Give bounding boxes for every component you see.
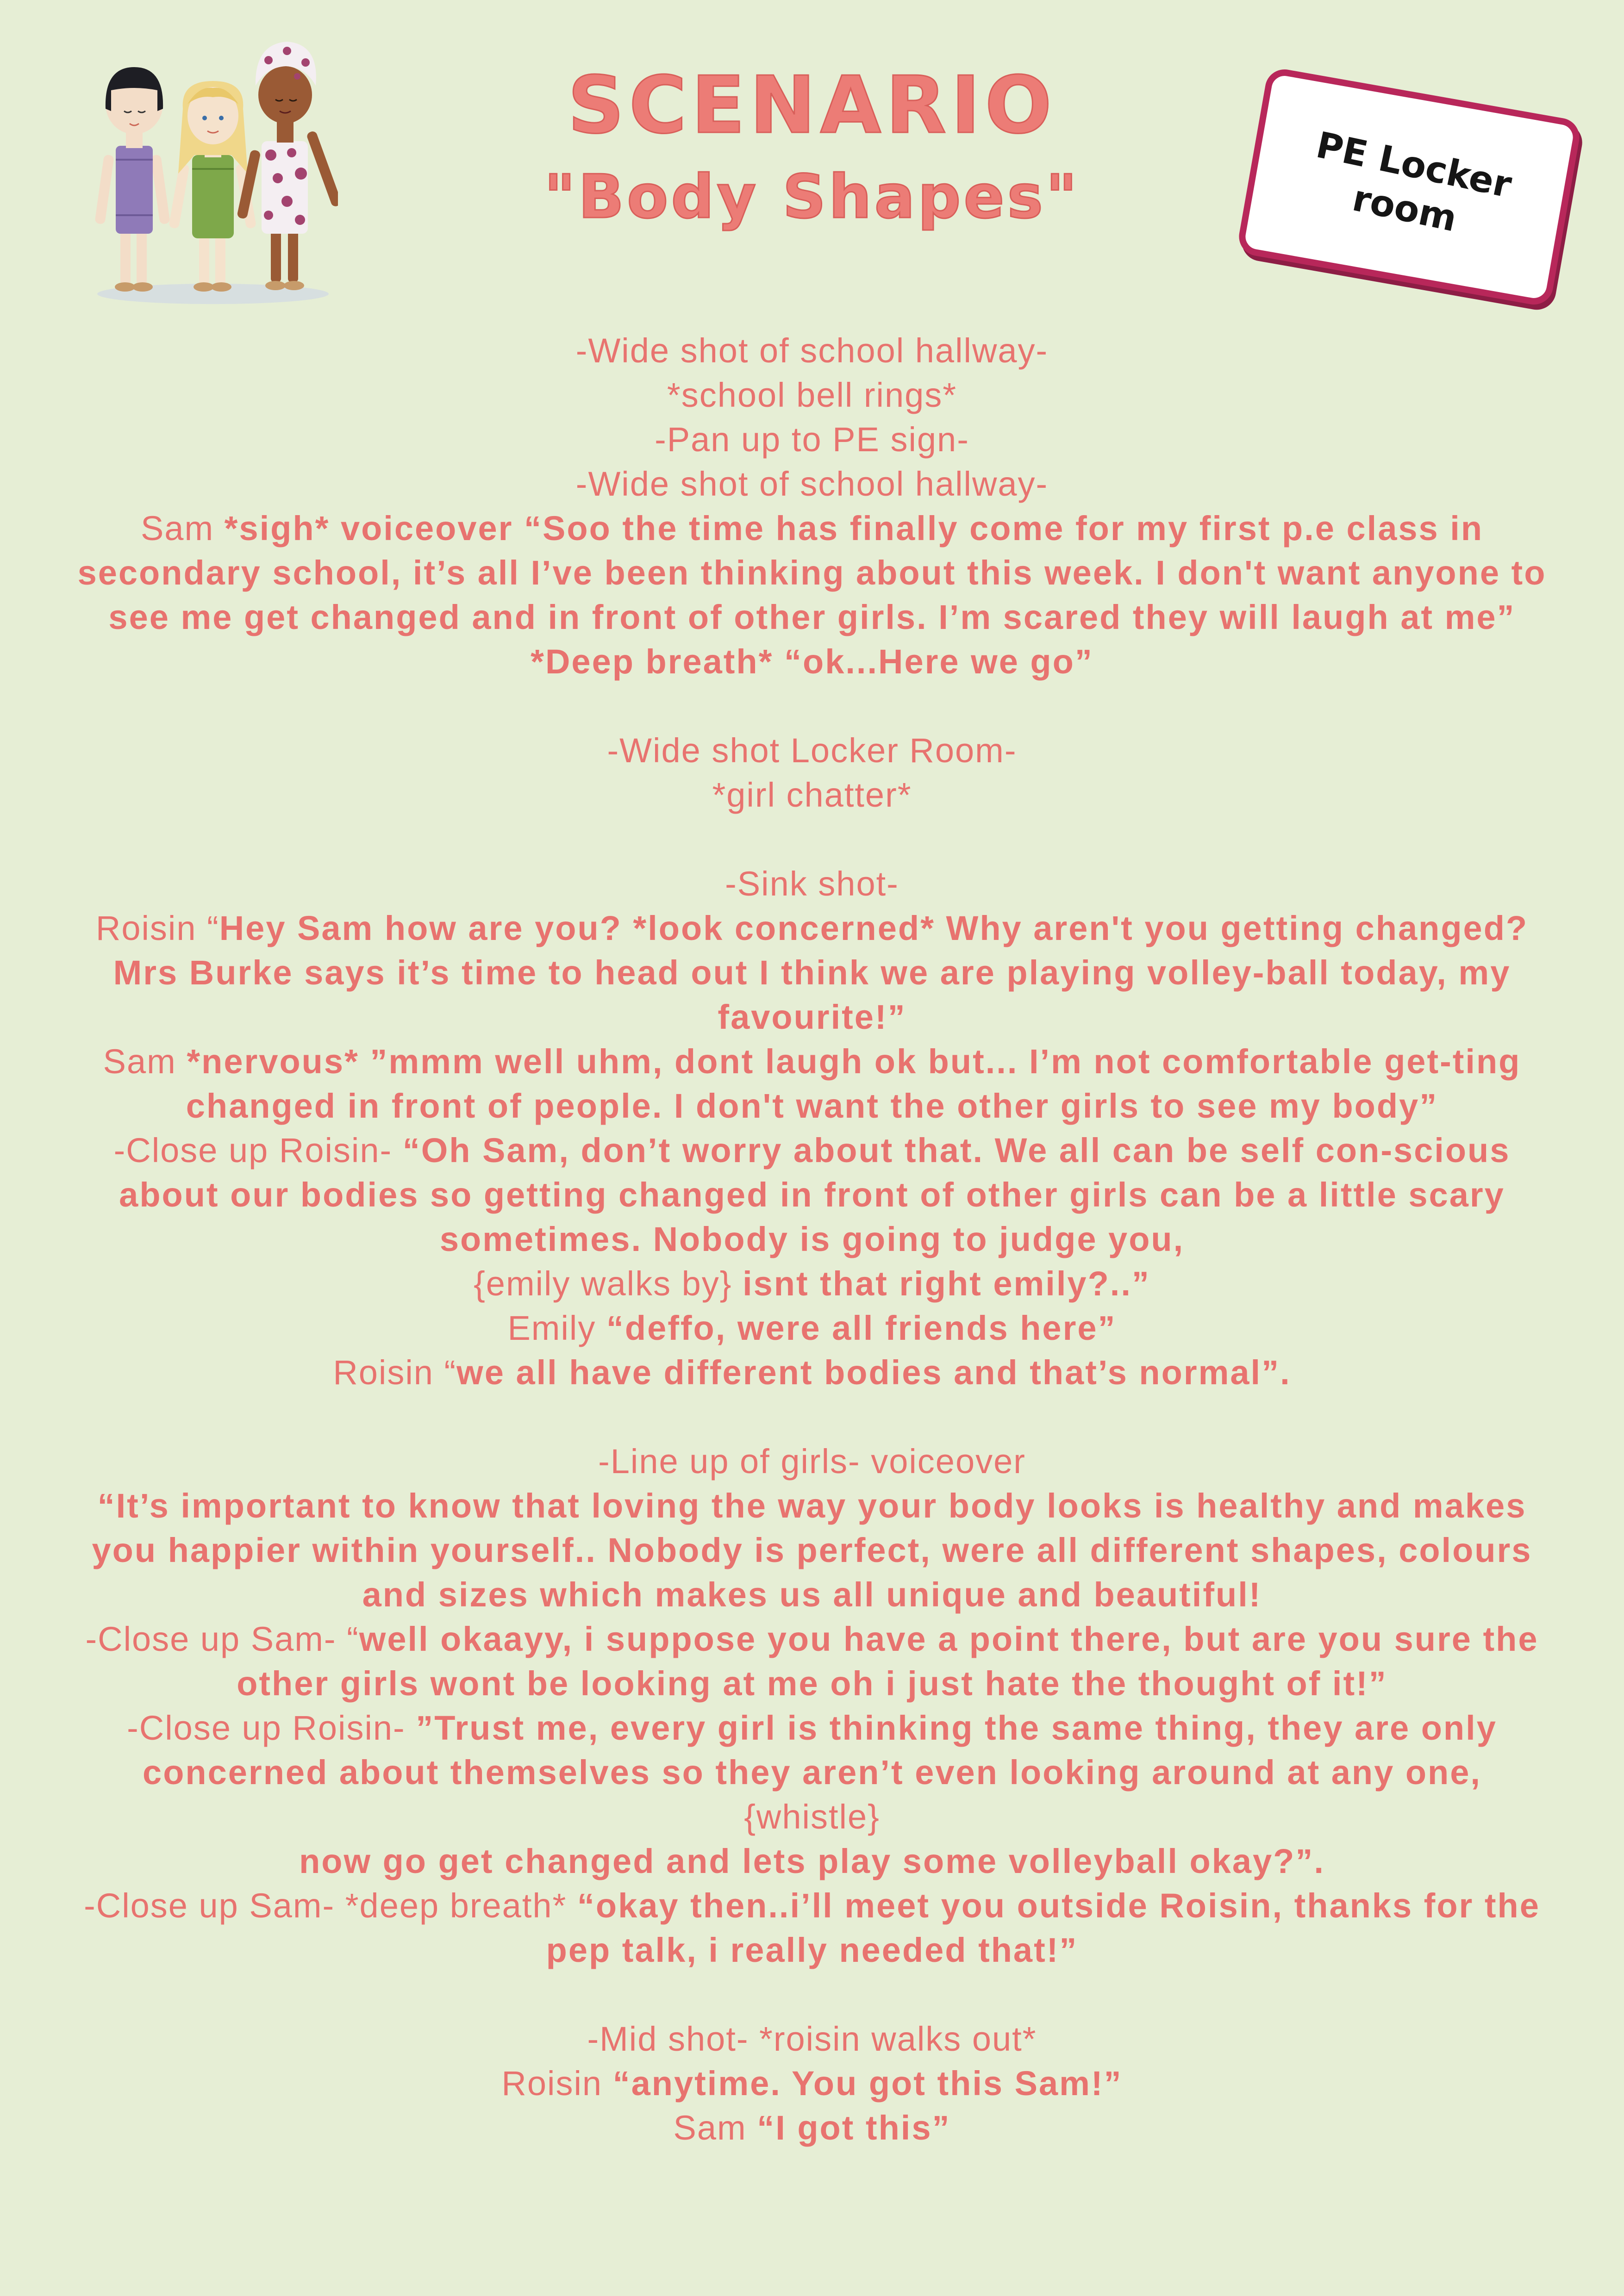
script-line: *school bell rings* [667,376,957,414]
dialogue: “It’s important to know that loving the way your body looks is healthy and makes you happier within yourself.. Nobody is perfect, were all different shapes, colours and sizes which makes us all unique and beautiful! [92,1487,1532,1614]
speaker: Sam [673,2109,757,2147]
dialogue: ”Trust me, every girl is thinking the same thing, they are only concerned about themselves so they aren’t even looking around at any one, [143,1709,1497,1792]
direction: {whistle} [744,1798,880,1836]
script-line [69,1306,1555,1350]
script-line [69,1706,1555,1839]
script-line: -Sink shot- [725,865,899,903]
dialogue: “anytime. You got this Sam!” [612,2064,1123,2103]
script-line: *girl chatter* [712,776,912,814]
script-line: -Wide shot Locker Room- [607,731,1017,770]
script-line [69,506,1555,640]
dialogue: “Oh Sam, don’t worry about that. We all can be self con-scious about our bodies so getting changed in front of other girls can be a little scary sometimes. Nobody is going to judge you, [119,1131,1511,1258]
script-line: -Pan up to PE sign- [655,420,969,459]
dialogue: we all have different bodies and that’s normal”. [456,1353,1291,1392]
script-line: -Wide shot of school hallway- [575,331,1049,370]
speaker: Sam [140,509,225,548]
scenario-script [69,329,1555,2150]
script-line [69,1128,1555,1262]
script-line: -Line up of girls- voiceover [598,1442,1026,1481]
script-line [69,1484,1555,1617]
dialogue: *Deep breath* “ok...Here we go” [531,642,1093,681]
dialogue: Hey Sam how are you? *look concerned* Why aren't you getting changed? Mrs Burke says it’s time to head out I think we are playing volley-ball today, my favourite!” [113,909,1529,1036]
page-subtitle: "Body Shapes" [544,162,1080,232]
speaker: Sam [103,1042,187,1081]
direction: -Close up Roisin- [127,1709,416,1747]
dialogue: “deffo, were all friends here” [606,1309,1117,1347]
page-title: SCENARIO [568,60,1056,151]
sign-text: PE Locker room [1312,124,1515,240]
script-line: -Wide shot of school hallway- [575,465,1049,503]
direction: -Close up Sam- “ [85,1620,359,1658]
script-line [69,906,1555,1039]
script-line [69,2061,1555,2106]
dialogue: now go get changed and lets play some volleyball okay?”. [299,1842,1325,1880]
dialogue: “I got this” [757,2109,951,2147]
speaker: Emily [507,1309,606,1347]
script-line [69,1262,1555,1306]
dialogue: “okay then..i’ll meet you outside Roisin, thanks for the pep talk, i really needed that!” [546,1886,1540,1969]
speaker: Roisin “ [95,909,219,947]
direction: -Close up Sam- *deep breath* [84,1886,577,1925]
dialogue: *sigh* voiceover “Soo the time has finally come for my first p.e class in secondary school, it’s all I’ve been thinking about this week. I don't want anyone to see me get changed and in front of other girls. I’m scared they will laugh at me” [77,509,1547,636]
dialogue: isnt that right emily?..” [743,1264,1150,1303]
script-line: -Mid shot- *roisin walks out* [587,2020,1037,2058]
direction: -Close up Roisin- [113,1131,403,1170]
speaker: Roisin “ [333,1353,457,1392]
script-line [69,1839,1555,1884]
script-line [69,1350,1555,1395]
direction: {emily walks by} [474,1264,743,1303]
dialogue: well okaayy, i suppose you have a point there, but are you sure the other girls wont be looking at me oh i just hate the thought of it!” [237,1620,1539,1703]
script-line [69,1884,1555,1972]
dialogue: *nervous* ”mmm well uhm, dont laugh ok but... I’m not comfortable get-ting changed in front of people. I don't want the other girls to see my body” [186,1042,1521,1125]
script-line [69,640,1555,684]
script-line [69,1039,1555,1128]
script-line [69,2106,1555,2150]
speaker: Roisin [501,2064,613,2103]
script-line [69,1617,1555,1706]
